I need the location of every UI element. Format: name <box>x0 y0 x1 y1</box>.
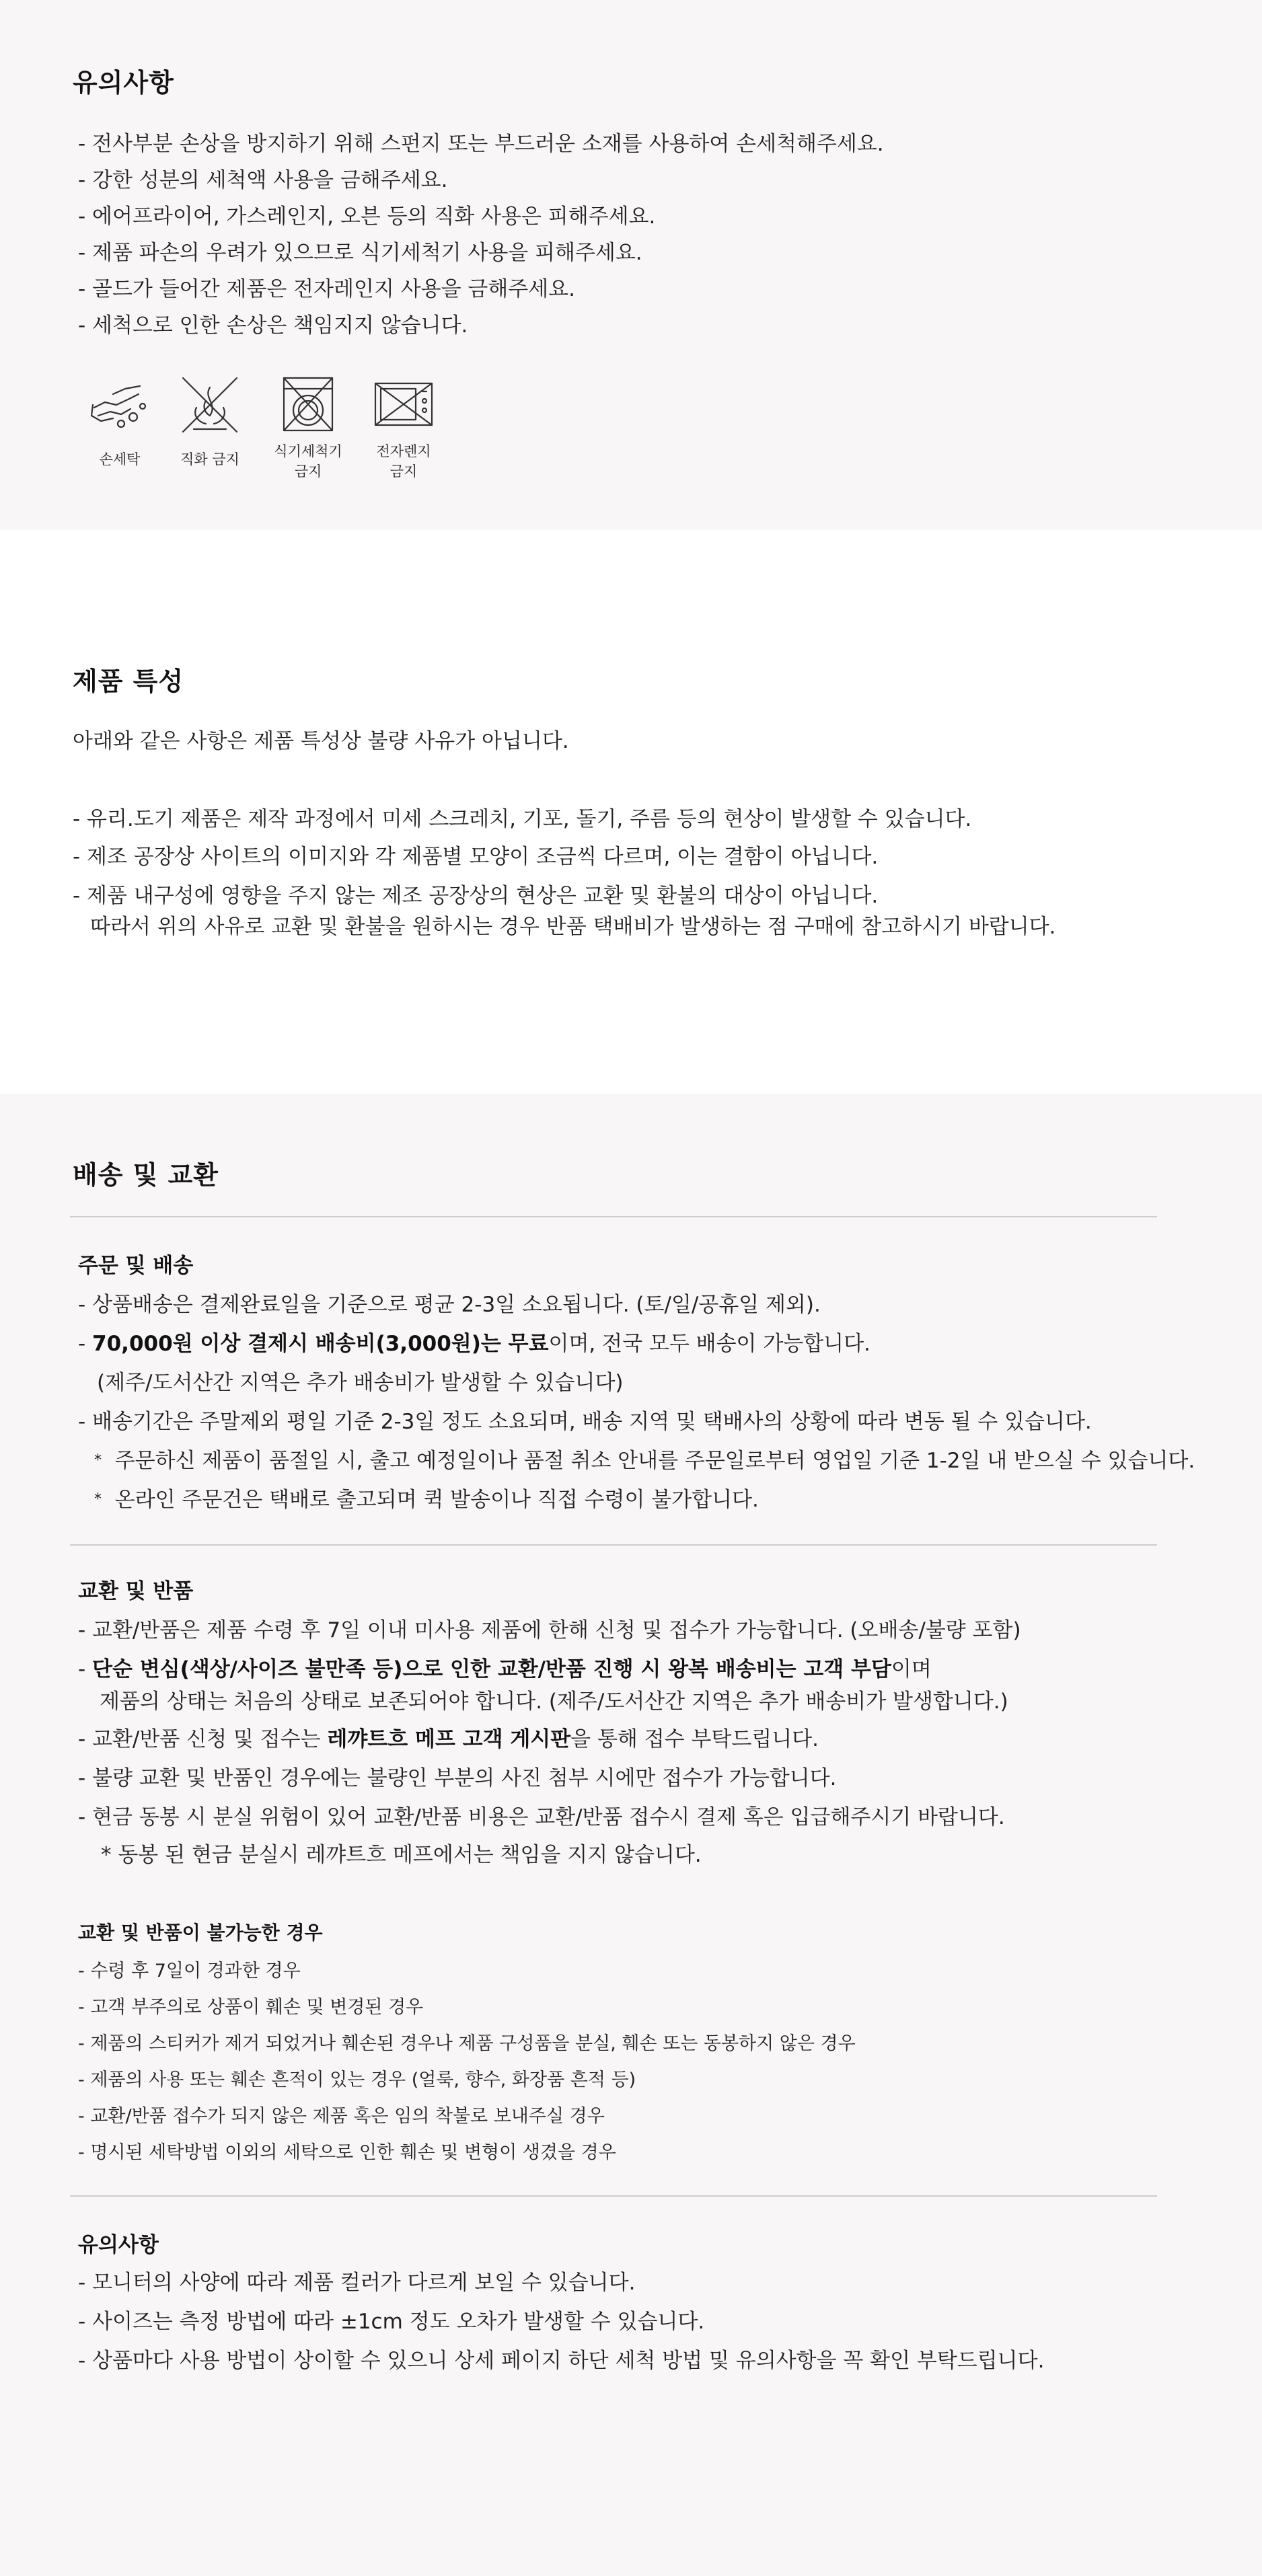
care-item: - 에어프라이어, 가스레인지, 오븐 등의 직화 사용은 피해주세요. <box>78 204 656 229</box>
no-direct-fire-label: 직화 금지 <box>180 451 239 467</box>
no-microwave-label: 전자렌지 금지 <box>376 443 431 480</box>
exchange-line: - 단순 변심(색상/사이즈 불만족 등)으로 인한 교환/반품 진행 시 왕복 배송비는 고객 부담이며 <box>78 1657 932 1681</box>
exchange-note: * 동봉 된 현금 분실시 레꺄트흐 메프에서는 책임을 지지 않습니다. <box>101 1843 702 1867</box>
care-item: - 세척으로 인한 손상은 책임지지 않습니다. <box>78 313 468 338</box>
divider <box>70 1544 1157 1546</box>
not-allowed-item: - 고객 부주의로 상품이 훼손 및 변경된 경우 <box>78 1997 424 2018</box>
no-direct-fire-icon <box>176 374 244 434</box>
not-allowed-item: - 명시된 세탁방법 이외의 세탁으로 인한 훼손 및 변형이 생겼을 경우 <box>78 2142 616 2163</box>
order-line: (제주/도서산간 지역은 추가 배송비가 발생할 수 있습니다) <box>97 1371 624 1395</box>
no-dishwasher-label: 식기세척기 금지 <box>274 443 342 480</box>
notice-title: 유의사항 <box>78 2233 159 2257</box>
exchange-line: 제품의 상태는 처음의 상태로 보존되어야 합니다. (제주/도서산간 지역은 추가 배송비가 발생합니다.) <box>100 1690 1008 1714</box>
exchange-line: - 교환/반품 신청 및 접수는 레꺄트흐 메프 고객 게시판을 통해 접수 부탁드립니다. <box>78 1727 819 1751</box>
care-section <box>0 0 1262 530</box>
shipping-title: 배송 및 교환 <box>73 1160 219 1190</box>
care-item: - 전사부분 손상을 방지하기 위해 스펀지 또는 부드러운 소재를 사용하여 손세척해주세요. <box>78 132 884 156</box>
notice-item: - 상품마다 사용 방법이 상이할 수 있으니 상세 페이지 하단 세척 방법 및 유의사항을 꼭 확인 부탁드립니다. <box>78 2349 1045 2373</box>
divider <box>70 2195 1157 2197</box>
not-allowed-title: 교환 및 반품이 불가능한 경우 <box>78 1922 323 1944</box>
hand-wash-label: 손세탁 <box>99 451 141 467</box>
features-item: - 제조 공장상 사이트의 이미지와 각 제품별 모양이 조금씩 다르며, 이는 결함이 아닙니다. <box>73 845 879 869</box>
shipping-section <box>0 1094 1262 2576</box>
exchange-line: - 현금 동봉 시 분실 위험이 있어 교환/반품 비용은 교환/반품 접수시 결제 혹은 입급해주시기 바랍니다. <box>78 1805 1005 1829</box>
exchange-line: - 교환/반품은 제품 수령 후 7일 이내 미사용 제품에 한해 신청 및 접수가 가능합니다. (오배송/불량 포함) <box>78 1618 1021 1642</box>
features-item: - 유리.도기 제품은 제작 과정에서 미세 스크레치, 기포, 돌기, 주름 등의 현상이 발생할 수 있습니다. <box>73 807 972 831</box>
exchange-title: 교환 및 반품 <box>78 1579 194 1603</box>
care-item: - 제품 파손의 우려가 있으므로 식기세척기 사용을 피해주세요. <box>78 241 642 265</box>
not-allowed-item: - 제품의 사용 또는 훼손 흔적이 있는 경우 (얼룩, 향수, 화장품 흔적 등) <box>78 2070 636 2090</box>
order-line: - 배송기간은 주말제외 평일 기준 2-3일 정도 소요되며, 배송 지역 및 택배사의 상황에 따라 변동 될 수 있습니다. <box>78 1410 1092 1434</box>
notice-item: - 모니터의 사양에 따라 제품 컬러가 다르게 보일 수 있습니다. <box>78 2271 636 2295</box>
features-section <box>0 530 1262 1094</box>
divider <box>70 1216 1157 1217</box>
not-allowed-item: - 제품의 스티커가 제거 되었거나 훼손된 경우나 제품 구성품을 분실, 훼손 또는 동봉하지 않은 경우 <box>78 2033 856 2054</box>
order-title: 주문 및 배송 <box>78 1254 194 1278</box>
notice-item: - 사이즈는 측정 방법에 따라 ±1cm 정도 오차가 발생할 수 있습니다. <box>78 2310 705 2334</box>
not-allowed-item: - 교환/반품 접수가 되지 않은 제품 혹은 임의 착불로 보내주실 경우 <box>78 2106 605 2127</box>
features-item: - 제품 내구성에 영향을 주지 않는 제조 공장상의 현상은 교환 및 환불의 대상이 아닙니다. <box>73 884 879 908</box>
features-item: 따라서 위의 사유로 교환 및 환불을 원하시는 경우 반품 택배비가 발생하는 점 구매에 참고하시기 바랍니다. <box>90 915 1056 939</box>
exchange-line: - 불량 교환 및 반품인 경우에는 불량인 부분의 사진 첨부 시에만 접수가 가능합니다. <box>78 1766 837 1790</box>
features-title: 제품 특성 <box>73 667 184 696</box>
not-allowed-item: - 수령 후 7일이 경과한 경우 <box>78 1961 301 1981</box>
hand-wash-icon <box>86 374 153 434</box>
order-line: - 상품배송은 결제완료일을 기준으로 평균 2-3일 소요됩니다. (토/일/공휴일 제외). <box>78 1293 821 1317</box>
care-item: - 강한 성분의 세척액 사용을 금해주세요. <box>78 168 448 192</box>
order-note: * 주문하신 제품이 품절일 시, 출고 예정일이나 품절 취소 안내를 주문일로부터 영업일 기준 1-2일 내 받으실 수 있습니다. <box>94 1449 1195 1473</box>
care-item: - 골드가 들어간 제품은 전자레인지 사용을 금해주세요. <box>78 277 575 301</box>
order-note: * 온라인 주문건은 택배로 출고되며 퀵 발송이나 직접 수령이 불가합니다. <box>94 1488 759 1512</box>
no-microwave-icon <box>370 374 437 434</box>
care-title: 유의사항 <box>73 68 174 98</box>
features-intro: 아래와 같은 사항은 제품 특성상 불량 사유가 아닙니다. <box>73 729 569 753</box>
no-dishwasher-icon <box>274 374 342 434</box>
order-line: - 70,000원 이상 결제시 배송비(3,000원)는 무료이며, 전국 모두 배송이 가능합니다. <box>78 1332 870 1356</box>
